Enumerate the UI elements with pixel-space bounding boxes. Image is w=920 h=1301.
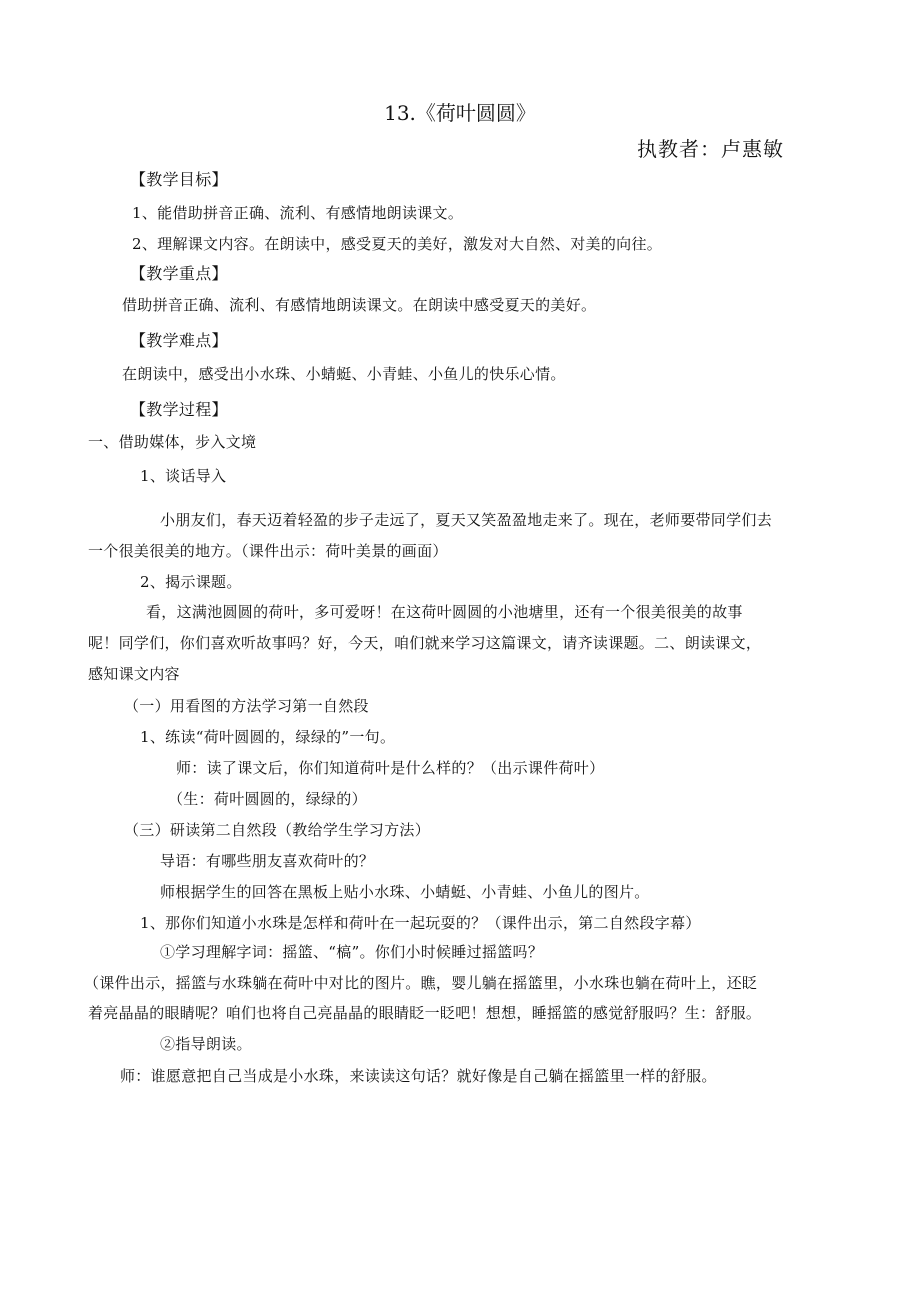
guide-question: 导语：有哪些朋友喜欢荷叶的？ (160, 852, 375, 870)
paragraph-1-line-1: 小朋友们，春天迈着轻盈的步子走远了，夏天又笑盈盈地走来了。现在，老师要带同学们去 (160, 511, 773, 529)
key-points-heading: 【教学重点】 (130, 264, 228, 283)
teacher-prompt-2: 师：谁愿意把自己当成是小水珠，来读读这句话？就好像是自己躺在摇篮里一样的舒服。 (120, 1067, 717, 1085)
author-line: 执教者：卢惠敏 (637, 137, 784, 161)
goals-heading: 【教学目标】 (130, 170, 228, 189)
difficulty-text: 在朗读中，感受出小水珠、小蜻蜓、小青蛙、小鱼儿的快乐心情。 (122, 365, 566, 383)
goal-2: 2、理解课文内容。在朗读中，感受夏天的美好，激发对大自然、对美的向往。 (132, 235, 663, 253)
circled-item-1: ①学习理解字词：摇篮、“槁”。你们小时候睡过摇篮吗？ (160, 943, 544, 961)
difficulty-heading: 【教学难点】 (130, 331, 228, 350)
document-title: 13.《荷叶圆圆》 (384, 101, 536, 125)
subsection-3-step-1: 1、那你们知道小水珠是怎样和荷叶在一起玩耍的？（课件出示，第二自然段字幕） (140, 914, 701, 932)
step-2-heading: 2、揭示课题。 (140, 573, 242, 591)
paragraph-2-line-2: 呢！同学们，你们喜欢听故事吗？好，今天，咱们就来学习这篇课文，请齐读课题。二、朗读课文， (88, 634, 762, 652)
section-1-heading: 一、借助媒体，步入文境 (88, 433, 257, 451)
teacher-question-1: 师：读了课文后，你们知道荷叶是什么样的？（出示课件荷叶） (176, 759, 605, 777)
paragraph-2-line-1: 看，这满池圆圆的荷叶，多可爱呀！在这荷叶圆圆的小池塘里，还有一个很美很美的故事 (146, 603, 743, 621)
paragraph-3-line-1: （课件出示，摇篮与水珠躺在荷叶中对比的图片。瞧，婴儿躺在摇篮里，小水珠也躺在荷叶上，还眨 (84, 974, 758, 992)
subsection-1-heading: （一）用看图的方法学习第一自然段 (124, 697, 369, 715)
paragraph-2-line-3: 感知课文内容 (88, 665, 180, 683)
process-heading: 【教学过程】 (130, 400, 228, 419)
teacher-action: 师根据学生的回答在黑板上贴小水珠、小蜻蜓、小青蛙、小鱼儿的图片。 (160, 883, 650, 901)
paragraph-3-line-2: 着亮晶晶的眼睛呢？咱们也将自己亮晶晶的眼睛眨一眨吧！想想，睡摇篮的感觉舒服吗？生：舒服。 (88, 1004, 762, 1022)
circled-item-2: ②指导朗读。 (160, 1035, 252, 1053)
step-1-heading: 1、谈话导入 (140, 467, 227, 485)
subsection-1-step-1: 1、练读“荷叶圆圆的，绿绿的”一句。 (140, 728, 396, 746)
subsection-3-heading: （三）研读第二自然段（教给学生学习方法） (124, 821, 431, 839)
key-points-text: 借助拼音正确、流利、有感情地朗读课文。在朗读中感受夏天的美好。 (122, 296, 597, 314)
goal-1: 1、能借助拼音正确、流利、有感情地朗读课文。 (132, 204, 464, 222)
student-answer-1: （生：荷叶圆圆的，绿绿的） (168, 790, 367, 808)
paragraph-1-line-2: 一个很美很美的地方。（课件出示：荷叶美景的画面） (88, 542, 448, 560)
